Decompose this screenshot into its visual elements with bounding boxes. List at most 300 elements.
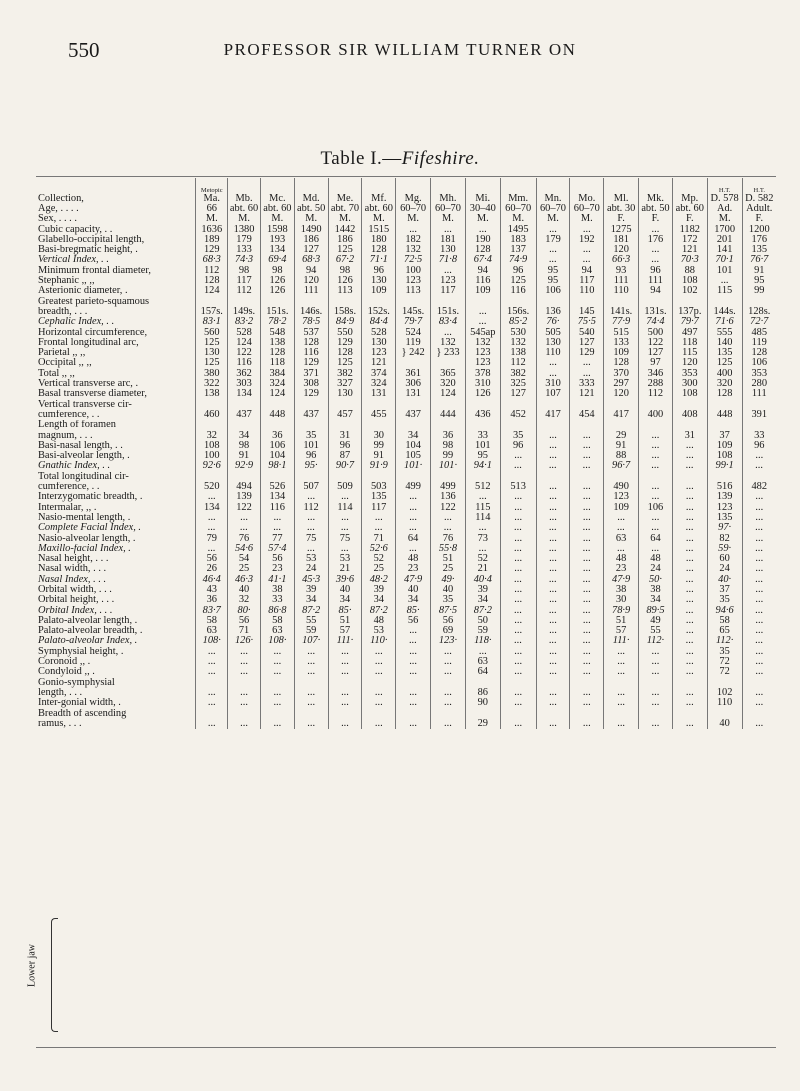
column-header-name: Ma. bbox=[203, 192, 220, 204]
table-row bbox=[36, 255, 776, 265]
table-cell: 111· bbox=[328, 636, 362, 646]
column-header-sup: H.T. bbox=[718, 186, 731, 194]
table-cell: M. bbox=[228, 214, 261, 224]
table-cell: 56 bbox=[196, 554, 228, 564]
table-cell: 391 bbox=[742, 410, 776, 420]
table-cell: 49 bbox=[639, 616, 673, 626]
table-row bbox=[36, 214, 776, 224]
column-header-name: Mn. bbox=[544, 192, 562, 204]
table-cell bbox=[431, 709, 466, 719]
table-cell: 190 bbox=[465, 235, 500, 245]
table-cell: abt. 60 bbox=[228, 204, 261, 214]
table-row bbox=[36, 400, 776, 410]
table-cell: ... bbox=[465, 544, 500, 554]
column-header-name: Mi. bbox=[475, 192, 491, 204]
table-row bbox=[36, 585, 776, 595]
table-cell: 37 bbox=[707, 585, 742, 595]
table-row bbox=[36, 348, 776, 358]
row-label: Nasal Index, . . . bbox=[38, 574, 107, 585]
table-cell: 21 bbox=[465, 564, 500, 574]
table-cell: 91 bbox=[362, 451, 396, 461]
table-cell: ... bbox=[500, 554, 536, 564]
table-cell: ... bbox=[431, 657, 466, 667]
table-cell: ... bbox=[570, 595, 604, 605]
table-cell: 40 bbox=[431, 585, 466, 595]
table-cell: ... bbox=[672, 616, 707, 626]
table-cell: 123 bbox=[465, 348, 500, 358]
table-cell bbox=[707, 709, 742, 719]
table-cell: 55 bbox=[639, 626, 673, 636]
table-cell: ... bbox=[228, 667, 261, 677]
table-body bbox=[36, 204, 776, 729]
table-row bbox=[36, 482, 776, 492]
table-row bbox=[36, 420, 776, 430]
table-cell: 130 bbox=[362, 338, 396, 348]
table-cell: ... bbox=[672, 647, 707, 657]
table-cell: 123 bbox=[396, 276, 431, 286]
table-cell: 54 bbox=[228, 554, 261, 564]
table-cell: 111 bbox=[604, 276, 639, 286]
table-row bbox=[36, 523, 776, 533]
table-cell: 60 bbox=[707, 554, 742, 564]
table-cell: 110 bbox=[707, 698, 742, 708]
table-cell: 454 bbox=[570, 410, 604, 420]
table-cell: 25 bbox=[431, 564, 466, 574]
table-cell: ... bbox=[396, 719, 431, 729]
table-cell: ... bbox=[604, 523, 639, 533]
table-cell: 35 bbox=[707, 647, 742, 657]
table-cell: 361 bbox=[396, 369, 431, 379]
table-cell: 1182 bbox=[672, 225, 707, 235]
table-cell: ... bbox=[742, 461, 776, 471]
table-cell: ... bbox=[639, 431, 673, 441]
table-cell: 50 bbox=[465, 616, 500, 626]
table-cell: ... bbox=[294, 698, 328, 708]
table-row bbox=[36, 328, 776, 338]
table-cell: ... bbox=[362, 698, 396, 708]
table-cell: 29 bbox=[604, 431, 639, 441]
table-cell: 39 bbox=[465, 585, 500, 595]
table-cell: 93 bbox=[604, 266, 639, 276]
table-cell: ... bbox=[396, 636, 431, 646]
table-cell: 106 bbox=[639, 503, 673, 513]
table-cell: ... bbox=[228, 513, 261, 523]
table-cell: ... bbox=[742, 544, 776, 554]
table-row bbox=[36, 688, 776, 698]
table-cell: 32 bbox=[196, 431, 228, 441]
table-cell: 63 bbox=[465, 657, 500, 667]
table-cell: ... bbox=[396, 544, 431, 554]
table-cell: ... bbox=[672, 554, 707, 564]
table-cell: 96 bbox=[294, 451, 328, 461]
table-cell: 94 bbox=[639, 286, 673, 296]
table-cell: 520 bbox=[196, 482, 228, 492]
table-cell: 122 bbox=[639, 338, 673, 348]
table-cell: 119 bbox=[742, 338, 776, 348]
table-cell: ... bbox=[431, 523, 466, 533]
table-cell: ... bbox=[500, 492, 536, 502]
row-label: Total longitudinal cir- bbox=[38, 471, 129, 482]
table-cell: ... bbox=[396, 492, 431, 502]
table-cell: ... bbox=[570, 255, 604, 265]
table-cell: 33 bbox=[465, 431, 500, 441]
table-cell: 76·7 bbox=[742, 255, 776, 265]
table-cell: 31 bbox=[328, 431, 362, 441]
column-header-name: Mf. bbox=[371, 192, 387, 204]
measurements-table bbox=[36, 178, 776, 729]
table-cell bbox=[639, 678, 673, 688]
table-cell: ... bbox=[536, 451, 570, 461]
table-cell: 97 bbox=[639, 358, 673, 368]
table-cell: 550 bbox=[328, 328, 362, 338]
table-cell: ... bbox=[465, 225, 500, 235]
table-cell: ... bbox=[536, 606, 570, 616]
table-cell bbox=[639, 420, 673, 430]
table-cell: 128s. bbox=[742, 307, 776, 317]
table-cell: 362 bbox=[228, 369, 261, 379]
table-cell: abt. 60 bbox=[362, 204, 396, 214]
table-cell: 47·9 bbox=[604, 575, 639, 585]
table-cell: 56 bbox=[228, 616, 261, 626]
table-cell: 75 bbox=[328, 534, 362, 544]
row-label: breadth, . . . bbox=[38, 306, 88, 317]
table-cell: ... bbox=[570, 503, 604, 513]
table-cell: ... bbox=[742, 688, 776, 698]
table-cell bbox=[362, 472, 396, 482]
table-cell: 101 bbox=[294, 441, 328, 451]
table-cell: 99 bbox=[362, 441, 396, 451]
table-cell: 106 bbox=[742, 358, 776, 368]
table-cell: 106 bbox=[536, 286, 570, 296]
table-cell bbox=[431, 420, 466, 430]
table-cell bbox=[604, 420, 639, 430]
row-label: Nasal height, . . . bbox=[38, 554, 109, 565]
table-cell: 67·2 bbox=[328, 255, 362, 265]
table-cell: 53 bbox=[362, 626, 396, 636]
table-cell: 59 bbox=[294, 626, 328, 636]
table-cell: 182 bbox=[396, 235, 431, 245]
table-cell: 122 bbox=[228, 503, 261, 513]
table-cell bbox=[328, 472, 362, 482]
table-cell: ... bbox=[431, 698, 466, 708]
table-cell: ... bbox=[672, 595, 707, 605]
column-header bbox=[294, 178, 328, 204]
table-cell: ... bbox=[500, 698, 536, 708]
table-cell: ... bbox=[362, 523, 396, 533]
table-cell: 327 bbox=[328, 379, 362, 389]
table-cell: 99·1 bbox=[707, 461, 742, 471]
table-cell: 96 bbox=[362, 266, 396, 276]
table-cell: 112 bbox=[500, 358, 536, 368]
table-cell bbox=[396, 678, 431, 688]
table-cell: 444 bbox=[431, 410, 466, 420]
table-cell: ... bbox=[431, 225, 466, 235]
table-cell: ... bbox=[570, 513, 604, 523]
table-cell: 51 bbox=[328, 616, 362, 626]
row-label: Horizontal circumference, bbox=[38, 327, 148, 338]
table-cell: 58 bbox=[707, 616, 742, 626]
table-row bbox=[36, 513, 776, 523]
table-cell: ... bbox=[500, 461, 536, 471]
table-cell bbox=[707, 420, 742, 430]
table-cell: 40· bbox=[707, 575, 742, 585]
table-cell: 30–40 bbox=[465, 204, 500, 214]
table-cell: ... bbox=[536, 513, 570, 523]
table-cell: 112 bbox=[196, 266, 228, 276]
table-cell: 129 bbox=[196, 245, 228, 255]
table-row bbox=[36, 379, 776, 389]
table-cell: 104 bbox=[260, 451, 294, 461]
table-cell: 374 bbox=[362, 369, 396, 379]
table-cell: ... bbox=[500, 451, 536, 461]
row-label: Frontal longitudinal arc, bbox=[38, 337, 139, 348]
table-cell: ... bbox=[500, 564, 536, 574]
table-cell: 40 bbox=[707, 719, 742, 729]
table-cell: 77 bbox=[260, 534, 294, 544]
row-label: Inter-gonial width, . bbox=[38, 698, 121, 709]
column-header bbox=[362, 178, 396, 204]
table-cell: 102 bbox=[672, 286, 707, 296]
row-label: Breadth of ascending bbox=[38, 708, 127, 719]
table-row bbox=[36, 235, 776, 245]
table-cell bbox=[536, 400, 570, 410]
column-header-name: Mo. bbox=[578, 192, 596, 204]
table-cell: ... bbox=[294, 523, 328, 533]
table-cell: 100 bbox=[396, 266, 431, 276]
row-label: Basal transverse diameter, bbox=[38, 389, 147, 400]
table-cell: 23 bbox=[260, 564, 294, 574]
table-cell: ... bbox=[604, 688, 639, 698]
table-row bbox=[36, 410, 776, 420]
table-cell: ... bbox=[431, 513, 466, 523]
table-cell: 146s. bbox=[294, 307, 328, 317]
table-cell: 84·4 bbox=[362, 317, 396, 327]
table-cell: ... bbox=[536, 616, 570, 626]
table-cell: ... bbox=[570, 358, 604, 368]
table-cell: 91 bbox=[604, 441, 639, 451]
table-cell: ... bbox=[570, 492, 604, 502]
table-cell: 128 bbox=[260, 348, 294, 358]
table-cell: 528 bbox=[362, 328, 396, 338]
table-cell: ... bbox=[639, 523, 673, 533]
table-cell: 300 bbox=[672, 379, 707, 389]
table-cell: ... bbox=[639, 657, 673, 667]
table-cell: ... bbox=[396, 513, 431, 523]
table-cell bbox=[196, 678, 228, 688]
table-cell: 130 bbox=[328, 389, 362, 399]
table-cell: ... bbox=[570, 245, 604, 255]
table-cell bbox=[260, 678, 294, 688]
table-cell: 1275 bbox=[604, 225, 639, 235]
table-cell: } 242 bbox=[396, 348, 431, 358]
table-row bbox=[36, 461, 776, 471]
table-cell: 36 bbox=[196, 595, 228, 605]
table-cell: 138 bbox=[260, 338, 294, 348]
table-cell: 371 bbox=[294, 369, 328, 379]
table-cell: 48 bbox=[639, 554, 673, 564]
table-cell: 108 bbox=[707, 451, 742, 461]
table-cell: ... bbox=[328, 667, 362, 677]
table-row bbox=[36, 472, 776, 482]
table-row bbox=[36, 544, 776, 554]
table-cell: 134 bbox=[196, 503, 228, 513]
table-cell: 116 bbox=[228, 358, 261, 368]
table-row bbox=[36, 276, 776, 286]
table-cell bbox=[672, 400, 707, 410]
table-cell bbox=[228, 709, 261, 719]
table-cell: ... bbox=[294, 719, 328, 729]
table-cell bbox=[328, 297, 362, 307]
table-cell bbox=[328, 420, 362, 430]
table-cell: ... bbox=[570, 564, 604, 574]
table-cell: 149s. bbox=[228, 307, 261, 317]
table-cell: ... bbox=[639, 719, 673, 729]
table-row bbox=[36, 286, 776, 296]
table-cell: 50· bbox=[639, 575, 673, 585]
table-cell: 455 bbox=[362, 410, 396, 420]
table-cell: 126 bbox=[465, 389, 500, 399]
table-cell: 121 bbox=[362, 358, 396, 368]
table-cell: 112· bbox=[639, 636, 673, 646]
table-cell: ... bbox=[294, 513, 328, 523]
table-cell: ... bbox=[742, 575, 776, 585]
column-header-name: Mb. bbox=[235, 192, 253, 204]
table-cell: 36 bbox=[431, 431, 466, 441]
table-row bbox=[36, 678, 776, 688]
table-cell: 118 bbox=[260, 358, 294, 368]
table-cell bbox=[570, 420, 604, 430]
column-header bbox=[672, 178, 707, 204]
table-cell: 131s. bbox=[639, 307, 673, 317]
table-cell bbox=[294, 678, 328, 688]
table-cell: 98 bbox=[260, 266, 294, 276]
table-cell bbox=[196, 400, 228, 410]
table-cell bbox=[500, 472, 536, 482]
table-cell: M. bbox=[196, 214, 228, 224]
table-cell: 320 bbox=[707, 379, 742, 389]
column-header bbox=[639, 178, 673, 204]
table-cell: 67·4 bbox=[465, 255, 500, 265]
table-cell: ... bbox=[260, 719, 294, 729]
table-cell: 39 bbox=[294, 585, 328, 595]
table-cell: F. bbox=[742, 214, 776, 224]
table-cell bbox=[294, 709, 328, 719]
table-cell bbox=[260, 709, 294, 719]
table-cell: M. bbox=[396, 214, 431, 224]
row-label: Orbital height, . . . bbox=[38, 595, 115, 606]
table-cell: 95 bbox=[465, 451, 500, 461]
table-cell bbox=[196, 472, 228, 482]
table-cell: ... bbox=[570, 534, 604, 544]
table-cell: ... bbox=[396, 647, 431, 657]
table-cell: ... bbox=[536, 688, 570, 698]
table-cell: 51 bbox=[604, 616, 639, 626]
table-cell: ... bbox=[431, 266, 466, 276]
column-header bbox=[465, 178, 500, 204]
table-cell: 152s. bbox=[362, 307, 396, 317]
table-cell bbox=[536, 678, 570, 688]
table-cell: 86 bbox=[465, 688, 500, 698]
table-cell: 128 bbox=[294, 338, 328, 348]
table-cell: 122 bbox=[431, 503, 466, 513]
row-label: Interzygomatic breadth, . bbox=[38, 492, 143, 503]
table-cell: ... bbox=[742, 647, 776, 657]
table-row bbox=[36, 719, 776, 729]
table-cell bbox=[536, 420, 570, 430]
table-cell: 132 bbox=[396, 245, 431, 255]
table-row bbox=[36, 358, 776, 368]
table-cell: ... bbox=[742, 564, 776, 574]
table-cell: 73 bbox=[465, 534, 500, 544]
table-caption bbox=[0, 148, 800, 170]
table-cell: M. bbox=[570, 214, 604, 224]
table-cell: ... bbox=[294, 492, 328, 502]
table-cell: ... bbox=[536, 482, 570, 492]
table-cell: 128 bbox=[604, 358, 639, 368]
table-cell: 437 bbox=[294, 410, 328, 420]
table-cell: 452 bbox=[500, 410, 536, 420]
table-cell bbox=[294, 420, 328, 430]
table-cell: 515 bbox=[604, 328, 639, 338]
table-cell: ... bbox=[672, 657, 707, 667]
row-label: Nasal width, . . . bbox=[38, 564, 107, 575]
column-header bbox=[260, 178, 294, 204]
page-number: 550 bbox=[68, 38, 100, 62]
table-cell: ... bbox=[639, 544, 673, 554]
table-cell bbox=[465, 420, 500, 430]
table-cell: ... bbox=[672, 606, 707, 616]
table-cell: 129 bbox=[570, 348, 604, 358]
table-cell: 88 bbox=[604, 451, 639, 461]
table-cell: 104 bbox=[396, 441, 431, 451]
table-cell: 83·1 bbox=[196, 317, 228, 327]
table-cell bbox=[260, 297, 294, 307]
table-cell: ... bbox=[604, 667, 639, 677]
table-cell: 34 bbox=[294, 595, 328, 605]
table-cell: ... bbox=[672, 575, 707, 585]
table-cell: 280 bbox=[742, 379, 776, 389]
running-head: PROFESSOR SIR WILLIAM TURNER ON bbox=[223, 40, 577, 59]
table-cell: 54·6 bbox=[228, 544, 261, 554]
table-cell: 130 bbox=[362, 276, 396, 286]
table-cell: 133 bbox=[228, 245, 261, 255]
table-cell bbox=[639, 472, 673, 482]
table-cell: ... bbox=[500, 647, 536, 657]
table-cell: ... bbox=[465, 523, 500, 533]
table-cell: ... bbox=[570, 554, 604, 564]
table-cell: ... bbox=[396, 523, 431, 533]
table-cell: 87·2 bbox=[465, 606, 500, 616]
table-cell: 38 bbox=[604, 585, 639, 595]
table-cell: 137p. bbox=[672, 307, 707, 317]
table-cell: abt. 70 bbox=[328, 204, 362, 214]
table-cell: 24 bbox=[294, 564, 328, 574]
table-cell: 63 bbox=[604, 534, 639, 544]
table-cell bbox=[742, 400, 776, 410]
table-row bbox=[36, 575, 776, 585]
row-label: Cubic capacity, . . bbox=[38, 224, 113, 235]
table-cell: ... bbox=[431, 647, 466, 657]
table-cell: 365 bbox=[431, 369, 466, 379]
table-cell: 60–70 bbox=[570, 204, 604, 214]
table-cell: ... bbox=[260, 523, 294, 533]
table-cell: 40 bbox=[228, 585, 261, 595]
table-cell: 137 bbox=[500, 245, 536, 255]
table-cell: 98 bbox=[328, 266, 362, 276]
table-cell: 38 bbox=[639, 585, 673, 595]
row-label: Total ,, ,, bbox=[38, 368, 75, 379]
table-cell: 157s. bbox=[196, 307, 228, 317]
